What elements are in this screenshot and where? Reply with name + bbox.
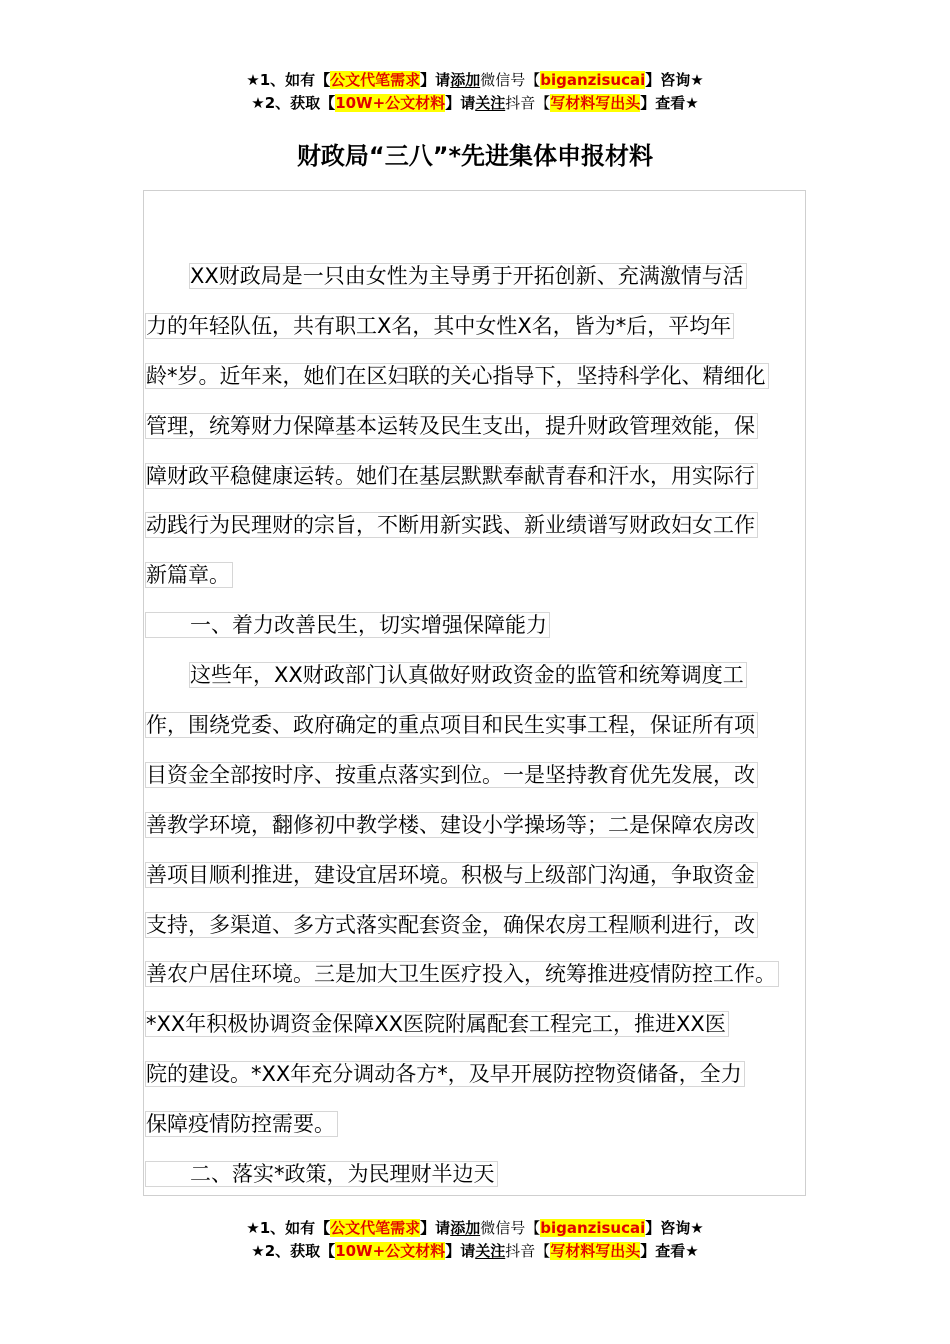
body-line: 动践行为民理财的宗旨，不断用新实践、新业绩谱写财政妇女工作 — [145, 501, 815, 551]
body-line: 目资金全部按时序、按重点落实到位。一是坚持教育优先发展，改 — [145, 751, 815, 801]
highlight-wechat-id: biganzisucai — [540, 1219, 646, 1237]
highlight-service: 公文代笔需求 — [330, 71, 421, 89]
banner-line-2: ★2、获取【10W+公文材料】请关注抖音【写材料写出头】查看★ — [251, 1242, 699, 1260]
body-line: XX财政局是一只由女性为主导勇于开拓创新、充满激情与活 — [145, 252, 815, 302]
banner-line-2: ★2、获取【10W+公文材料】请关注抖音【写材料写出头】查看★ — [251, 94, 699, 112]
document-body — [145, 252, 815, 1200]
body-line: 管理，统筹财力保障基本运转及民生支出，提升财政管理效能，保 — [145, 402, 815, 452]
footer-banner — [0, 1217, 950, 1263]
highlight-materials: 10W+公文材料 — [335, 1242, 446, 1260]
section-heading-1: 一、着力改善民生，切实增强保障能力 — [145, 601, 815, 651]
banner-line-1: ★1、如有【公文代笔需求】请添加微信号【biganzisucai】咨询★ — [246, 71, 704, 89]
document-title: 财政局“三八”*先进集体申报材料 — [296, 142, 654, 170]
body-line: 力的年轻队伍，共有职工X名，其中女性X名，皆为*后，平均年 — [145, 302, 815, 352]
header-banner — [0, 69, 950, 115]
body-line: 保障疫情防控需要。 — [145, 1100, 815, 1150]
body-line: 善教学环境，翻修初中教学楼、建设小学操场等；二是保障农房改 — [145, 801, 815, 851]
body-line: 善农户居住环境。三是加大卫生医疗投入，统筹推进疫情防控工作。 — [145, 950, 815, 1000]
body-line: 作，围绕党委、政府确定的重点项目和民生实事工程，保证所有项 — [145, 701, 815, 751]
body-line: 善项目顺利推进，建设宜居环境。积极与上级部门沟通，争取资金 — [145, 851, 815, 901]
body-line: 这些年，XX财政部门认真做好财政资金的监管和统筹调度工 — [145, 651, 815, 701]
body-line: 支持，多渠道、多方式落实配套资金，确保农房工程顺利进行，改 — [145, 901, 815, 951]
highlight-douyin-name: 写材料写出头 — [550, 1242, 641, 1260]
highlight-materials: 10W+公文材料 — [335, 94, 446, 112]
highlight-wechat-id: biganzisucai — [540, 71, 646, 89]
highlight-service: 公文代笔需求 — [330, 1219, 421, 1237]
section-heading-2: 二、落实*政策，为民理财半边天 — [145, 1150, 815, 1200]
body-line: 龄*岁。近年来，她们在区妇联的关心指导下，坚持科学化、精细化 — [145, 352, 815, 402]
body-line: 障财政平稳健康运转。她们在基层默默奉献青春和汗水，用实际行 — [145, 452, 815, 502]
banner-line-1: ★1、如有【公文代笔需求】请添加微信号【biganzisucai】咨询★ — [246, 1219, 704, 1237]
body-line: 新篇章。 — [145, 551, 815, 601]
body-line: 院的建设。*XX年充分调动各方*，及早开展防控物资储备，全力 — [145, 1050, 815, 1100]
highlight-douyin-name: 写材料写出头 — [550, 94, 641, 112]
body-line: *XX年积极协调资金保障XX医院附属配套工程完工，推进XX医 — [145, 1000, 815, 1050]
